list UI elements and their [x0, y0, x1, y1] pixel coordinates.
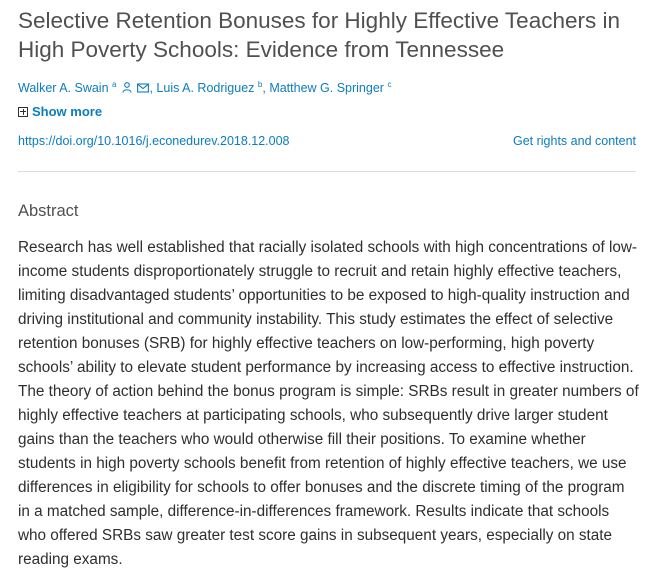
author-link[interactable]: Luis A. Rodriguez: [156, 81, 255, 96]
author-separator: ,: [262, 81, 266, 96]
author-list: [18, 77, 391, 96]
author-link[interactable]: Matthew G. Springer: [269, 81, 384, 96]
abstract-text: Research has well established that racially isolated schools with high concentrations of low-income students disproportionately struggle to recruit and retain highly effective teachers, limiting disadvantaged students’ opportunities to be exposed to high-quality instruction and driving institutional and community instability. This study estimates the effect of selective retention bonuses (SRB) for highly effective teachers on low-performing, high poverty schools’ ability to elevate student performance by increasing access to effective instruction. The theory of action behind the bonus program is simple: SRBs result in greater numbers of highly effective teachers at participating schools, who subsequently drive larger student gains than the teachers who would otherwise fill their positions. To examine whether students in high poverty schools benefit from retention of highly effective teachers, we use differences in eligibility for schools to offer bonuses and the discrete timing of the program in a matched sample, difference-in-differences framework. Results indicate that schools who offered SRBs saw greater test score gains in subsequent years, especially on state reading exams.: [18, 239, 639, 568]
show-more-button[interactable]: [18, 104, 102, 119]
author-affiliation-sup[interactable]: a: [112, 80, 117, 89]
rights-link[interactable]: Get rights and content: [513, 134, 636, 148]
abstract-heading: Abstract: [18, 202, 79, 220]
person-icon[interactable]: [122, 82, 132, 93]
plus-box-icon: [18, 107, 28, 117]
mail-icon[interactable]: [137, 83, 149, 93]
author-affiliation-sup[interactable]: c: [387, 80, 392, 89]
article-title: Selective Retention Bonuses for Highly Effective Teachers in High Poverty Schools: Evidence from Tennessee: [18, 8, 620, 62]
section-divider: [18, 171, 636, 172]
author-link[interactable]: Walker A. Swain: [18, 81, 109, 96]
author-affiliation-sup[interactable]: b: [257, 80, 263, 89]
doi-link[interactable]: https://doi.org/10.1016/j.econedurev.2018.12.008: [18, 134, 290, 148]
author-separator: ,: [149, 81, 153, 96]
show-more-label: Show more: [32, 104, 103, 119]
